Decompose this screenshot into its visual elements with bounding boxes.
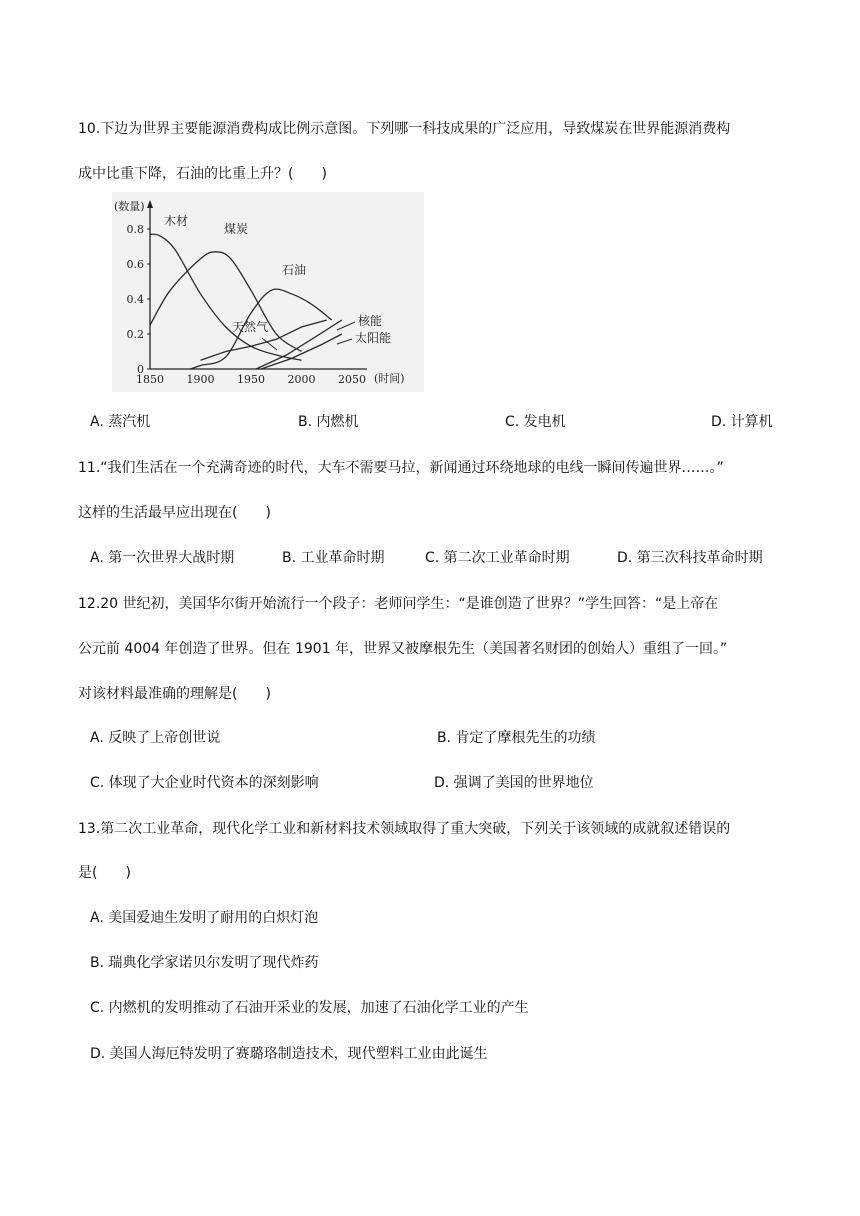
q10-line1: 10.下边为世界主要能源消费构成比例示意图。下列哪一科技成果的广泛应用，导致煤炭在世界能源消费构 — [78, 121, 731, 137]
series-label-2: 石油 — [282, 263, 307, 277]
series-label-3: 天然气 — [232, 320, 269, 334]
x-axis-label: (时间) — [374, 372, 405, 385]
q13-option-b[interactable]: B. 瑞典化学家诺贝尔发明了现代炸药 — [90, 955, 319, 971]
x-tick-label: 1950 — [237, 373, 265, 386]
q12-line2: 公元前 4004 年创造了世界。但在 1901 年，世界又被摩根先生（美国著名财团的创始人）重组了一回。” — [78, 641, 728, 657]
q11-option-a[interactable]: A. 第一次世界大战时期 — [90, 550, 235, 566]
q10-option-d[interactable]: D. 计算机 — [711, 414, 773, 430]
series-label-0: 木材 — [164, 214, 189, 228]
series-line-1 — [150, 252, 302, 352]
q11-line1: 11.“我们生活在一个充满奇迹的时代，大车不需要马拉，新闻通过环绕地球的电线一瞬间传遍世界……。” — [78, 460, 724, 476]
series-leader-5 — [337, 339, 352, 344]
q12-option-b[interactable]: B. 肯定了摩根先生的功绩 — [437, 730, 596, 746]
x-tick-label: 1900 — [186, 373, 215, 386]
y-tick-label: 0.4 — [126, 293, 144, 306]
series-label-1: 煤炭 — [224, 222, 249, 236]
q11-option-b[interactable]: B. 工业革命时期 — [282, 550, 385, 566]
q12-option-d[interactable]: D. 强调了美国的世界地位 — [434, 775, 594, 791]
series-leader-4 — [337, 322, 355, 330]
q10-line2: 成中比重下降，石油的比重上升？( ) — [78, 166, 327, 182]
y-tick-label: 0 — [137, 363, 144, 376]
x-tick-label: 2000 — [287, 373, 316, 386]
q13-line2: 是( ) — [78, 865, 131, 881]
q12-line3: 对该材料最准确的理解是( ) — [78, 686, 271, 702]
series-label-4: 核能 — [358, 314, 383, 328]
y-axis-arrow — [147, 200, 153, 208]
q10-option-c[interactable]: C. 发电机 — [505, 414, 566, 430]
series-line-4 — [256, 320, 342, 369]
q13-line1: 13.第二次工业革命，现代化学工业和新材料技术领域取得了重大突破，下列关于该领域的成就叙述错误的 — [78, 821, 731, 837]
q13-option-a[interactable]: A. 美国爱迪生发明了耐用的白炽灯泡 — [90, 910, 319, 926]
series-line-0 — [150, 234, 302, 360]
y-tick-label: 0.6 — [126, 258, 144, 271]
x-tick-label: 2050 — [338, 373, 366, 386]
q13-option-d[interactable]: D. 美国人海厄特发明了赛璐珞制造技术，现代塑料工业由此诞生 — [90, 1046, 488, 1062]
q10-option-b[interactable]: B. 内燃机 — [298, 414, 359, 430]
chart-svg — [112, 192, 424, 392]
q11-line2: 这样的生活最早应出现在( ) — [78, 505, 271, 521]
q11-option-d[interactable]: D. 第三次科技革命时期 — [617, 550, 763, 566]
y-axis-label: (数量) — [114, 200, 145, 213]
q12-line1: 12.20 世纪初，美国华尔街开始流行一个段子：老师问学生：“是谁创造了世界？”学生回答：“是上帝在 — [78, 596, 719, 612]
q10-option-a[interactable]: A. 蒸汽机 — [90, 414, 151, 430]
y-tick-label: 0.8 — [126, 223, 144, 236]
y-tick-label: 0.2 — [126, 328, 144, 341]
series-label-5: 太阳能 — [355, 331, 392, 345]
q13-option-c[interactable]: C. 内燃机的发明推动了石油开采业的发展，加速了石油化学工业的产生 — [90, 1000, 529, 1016]
energy-consumption-chart — [112, 192, 424, 392]
q12-option-c[interactable]: C. 体现了大企业时代资本的深刻影响 — [90, 775, 319, 791]
x-tick-label: 1850 — [136, 373, 164, 386]
q11-option-c[interactable]: C. 第二次工业革命时期 — [425, 550, 570, 566]
q12-option-a[interactable]: A. 反映了上帝创世说 — [90, 730, 221, 746]
